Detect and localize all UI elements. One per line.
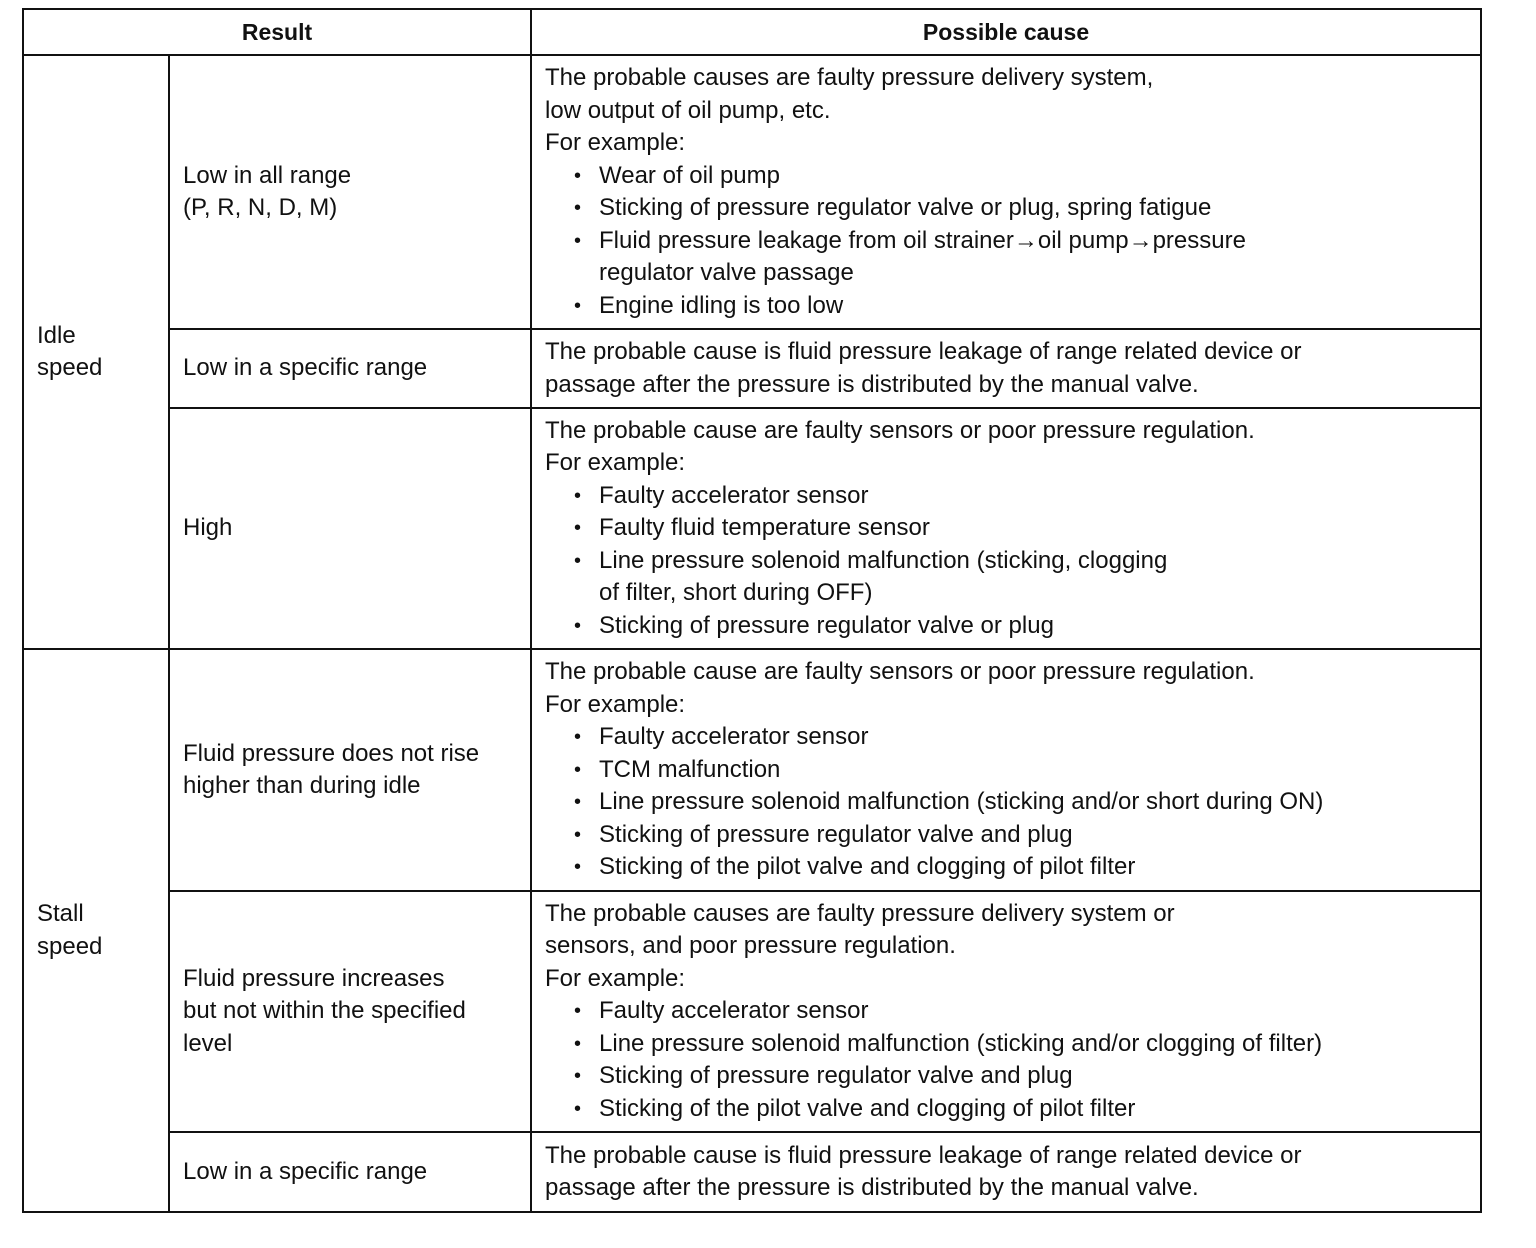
cause-cell xyxy=(531,408,1481,649)
condition-cell xyxy=(23,649,169,1212)
list-item xyxy=(574,225,1480,290)
cause-text: For example: xyxy=(545,129,686,156)
table-row xyxy=(23,891,1481,1132)
bullet-icon: • xyxy=(574,1065,582,1088)
list-item xyxy=(574,819,1480,852)
table-row xyxy=(23,649,1481,891)
result-cell xyxy=(169,1132,531,1212)
list-item xyxy=(574,290,1480,323)
list-item-text: Faulty accelerator sensor xyxy=(599,481,869,509)
list-item-text: Line pressure solenoid malfunction (sticking and/or short during ON) xyxy=(599,788,1324,816)
result-text: Low in all range xyxy=(183,161,352,189)
cause-text: For example: xyxy=(545,449,686,477)
list-item xyxy=(574,995,1480,1028)
result-text: Fluid pressure increases xyxy=(183,964,445,992)
list-item xyxy=(574,545,1480,610)
list-item-text: regulator valve passage xyxy=(599,259,854,286)
result-text: Low in a specific range xyxy=(183,1157,428,1185)
list-item xyxy=(574,851,1480,884)
bullet-icon: • xyxy=(574,549,582,572)
diagnosis-table xyxy=(22,8,1482,1213)
result-text: level xyxy=(183,1029,233,1057)
list-item-text: Line pressure solenoid malfunction (sticking, clogging xyxy=(599,546,1168,574)
list-item xyxy=(574,1060,1480,1093)
condition-text: Stall xyxy=(37,900,84,927)
cause-text: The probable cause are faulty sensors or poor pressure regulation. xyxy=(545,416,1255,444)
bullet-icon: • xyxy=(574,1032,582,1055)
result-text: higher than during idle xyxy=(183,772,421,799)
cause-text: The probable cause is fluid pressure leakage of range related device or xyxy=(545,338,1302,365)
bullet-icon: • xyxy=(574,1000,582,1023)
table-row xyxy=(23,329,1481,408)
cause-text: The probable cause is fluid pressure leakage of range related device or xyxy=(545,1141,1302,1169)
result-cell xyxy=(169,408,531,649)
table-row xyxy=(23,408,1481,649)
table-row xyxy=(23,55,1481,329)
list-item-text: Sticking of the pilot valve and clogging of pilot filter xyxy=(599,1094,1136,1122)
bullet-icon: • xyxy=(574,614,582,637)
bullet-icon: • xyxy=(574,484,582,507)
list-item xyxy=(574,160,1480,193)
bullet-icon: • xyxy=(574,726,582,749)
list-item-text: Sticking of pressure regulator valve or plug, spring fatigue xyxy=(599,194,1212,221)
bullet-icon: • xyxy=(574,823,582,846)
cause-cell xyxy=(531,649,1481,891)
cause-text: passage after the pressure is distributed by the manual valve. xyxy=(545,1174,1199,1201)
list-item xyxy=(574,480,1480,513)
list-item-text: Faulty accelerator sensor xyxy=(599,723,869,751)
list-item xyxy=(574,610,1480,643)
list-item-text: Sticking of pressure regulator valve or plug xyxy=(599,611,1054,639)
example-list xyxy=(545,721,1480,884)
list-item-text: Sticking of pressure regulator valve and plug xyxy=(599,1062,1073,1090)
bullet-icon: • xyxy=(574,164,582,187)
bullet-icon: • xyxy=(574,791,582,814)
cause-text: The probable cause are faulty sensors or poor pressure regulation. xyxy=(545,658,1255,686)
result-cell xyxy=(169,55,531,329)
result-header: Result xyxy=(23,9,531,55)
list-item-text: Faulty accelerator sensor xyxy=(599,997,869,1025)
list-item-text: TCM malfunction xyxy=(599,755,781,783)
condition-cell xyxy=(23,55,169,649)
list-item xyxy=(574,754,1480,787)
cause-text: For example: xyxy=(545,690,686,718)
list-item-text: Fluid pressure leakage from oil strainer→oil pump→pressure xyxy=(599,226,1246,254)
list-item xyxy=(574,1093,1480,1126)
example-list xyxy=(545,160,1480,323)
bullet-icon: • xyxy=(574,294,582,317)
bullet-icon: • xyxy=(574,758,582,781)
list-item xyxy=(574,1028,1480,1061)
list-item xyxy=(574,786,1480,819)
list-item-text: Wear of oil pump xyxy=(599,161,780,189)
list-item-text: Sticking of the pilot valve and clogging of pilot filter xyxy=(599,853,1136,881)
list-item-text: Faulty fluid temperature sensor xyxy=(599,514,930,542)
bullet-icon: • xyxy=(574,197,582,219)
condition-text: Idle xyxy=(37,321,76,349)
table-body xyxy=(23,55,1481,1212)
result-text: but not within the specified xyxy=(183,997,466,1025)
cause-text: The probable causes are faulty pressure delivery system or xyxy=(545,899,1175,927)
result-cell xyxy=(169,891,531,1132)
cause-text: sensors, and poor pressure regulation. xyxy=(545,932,956,960)
cause-cell xyxy=(531,1132,1481,1212)
bullet-icon: • xyxy=(574,1097,582,1120)
example-list xyxy=(545,995,1480,1125)
list-item-text: Line pressure solenoid malfunction (sticking and/or clogging of filter) xyxy=(599,1029,1323,1057)
result-text: Low in a specific range xyxy=(183,354,428,382)
list-item-text: Engine idling is too low xyxy=(599,291,844,319)
cause-cell xyxy=(531,329,1481,408)
bullet-icon: • xyxy=(574,517,582,540)
table-row xyxy=(23,1132,1481,1212)
condition-text: speed xyxy=(37,354,103,381)
cause-text: The probable causes are faulty pressure delivery system, xyxy=(545,64,1154,91)
bullet-icon: • xyxy=(574,856,582,879)
cause-cell xyxy=(531,55,1481,329)
cause-text: low output of oil pump, etc. xyxy=(545,96,831,124)
list-item xyxy=(574,192,1480,225)
list-item-text: Sticking of pressure regulator valve and plug xyxy=(599,820,1073,848)
result-cell xyxy=(169,329,531,408)
header-row xyxy=(23,9,1481,55)
example-list xyxy=(545,480,1480,643)
list-item xyxy=(574,721,1480,754)
possible-cause-header: Possible cause xyxy=(531,9,1481,55)
cause-text: For example: xyxy=(545,964,686,992)
bullet-icon: • xyxy=(574,229,582,252)
list-item xyxy=(574,512,1480,545)
cause-text: passage after the pressure is distributed by the manual valve. xyxy=(545,370,1199,398)
condition-text: speed xyxy=(37,932,103,960)
result-cell xyxy=(169,649,531,891)
result-text: Fluid pressure does not rise xyxy=(183,739,480,767)
list-item-text: of filter, short during OFF) xyxy=(599,579,873,607)
cause-cell xyxy=(531,891,1481,1132)
result-text: (P, R, N, D, M) xyxy=(183,194,338,221)
result-text: High xyxy=(183,514,233,542)
